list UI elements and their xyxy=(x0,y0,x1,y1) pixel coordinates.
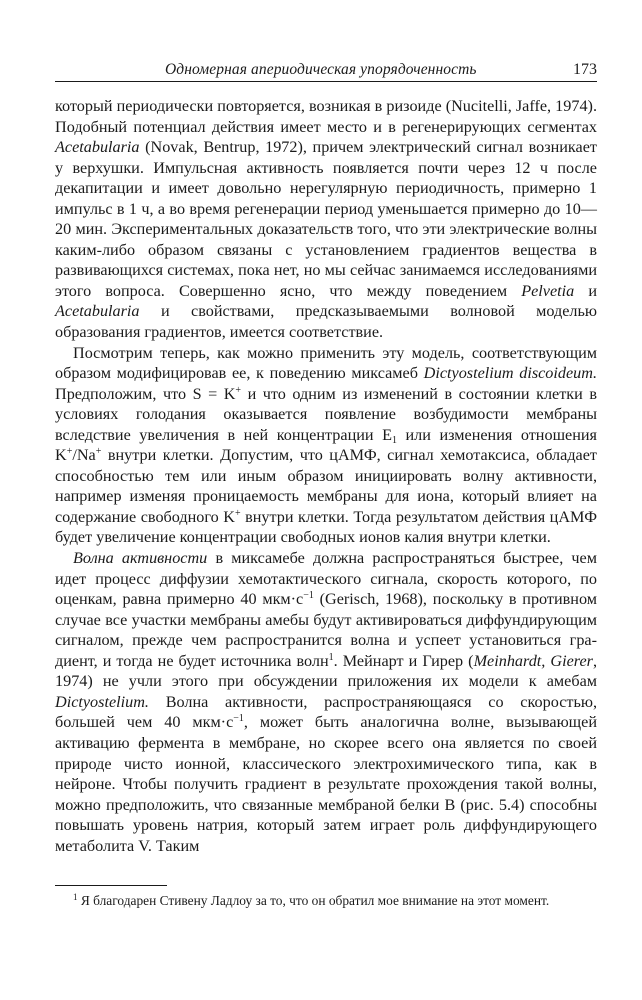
italic-text: Meinhardt, Gierer xyxy=(473,651,593,670)
text-run: или изменения отношения K xyxy=(55,425,597,465)
text-run: внутри клетки. Допустим, что цАМФ, сигнал хемотаксиса, обладает способностью тем или иным образом инициировать волну активности, например изменяя проницаемость мембраны для иона, который влияет на содержание свободного K xyxy=(55,446,597,526)
text-run: /Na xyxy=(72,446,96,465)
text-run: Предположим, что S = K xyxy=(55,384,236,403)
text-run: внутри клетки. Тогда результатом действия цАМФ будет увеличение концентрации свободных ионов калия внутри клетки. xyxy=(55,507,597,547)
body-text xyxy=(55,96,597,856)
text-run: и что одним из изменений в состоянии клетки в условиях голодания оказывается появление возбудимости мембраны вследствие увеличения в ней концентрации E xyxy=(55,384,597,444)
superscript: + xyxy=(66,446,73,458)
text-run: , 1974) не учли этого при обсуждении приложения их модели к амебам xyxy=(55,651,597,691)
italic-text: Acetabularia xyxy=(55,302,140,321)
footnote-text: Я благодарен Стивену Ладлоу за то, что он обратил мое внимание на этот момент. xyxy=(77,893,550,908)
running-head xyxy=(55,57,597,82)
text-run: в миксамебе должна распространяться быстрее, чем идет процесс диффузии хемотактического сигнала, скорость которого, по оценкам, равна примерно 40 мкм·с xyxy=(55,549,597,609)
text-run: (Novak, Bentrup, 1972), причем электрический сигнал возникает у верхушки. Импульсная активность появляется почти через 12 ч после декапитации и имеет довольно нерегулярную периодичность, примерно 1 импульс в 1 ч, а во время регенерации период уменьшается примерно до 10—20 мин. Экспериментальных доказательств того, что эти электрические волны каким-либо образом связаны с установлением градиентов вещества в развивающихся системах, пока нет, но мы сейчас занимаемся исследованиями этого вопроса. Совершенно ясно, что между поведением xyxy=(55,138,597,300)
footnote xyxy=(55,892,597,910)
paragraph-2 xyxy=(55,343,597,548)
text-run: Посмотрим теперь, как можно применить эту модель, соответствующим образом модифицировав ее, к поведению миксамеб xyxy=(55,343,597,383)
footnote-rule xyxy=(55,885,167,886)
paragraph-1 xyxy=(55,96,597,343)
text-run: и свойствами, предсказываемыми волновой моделью образования градиентов, имеется соответствие. xyxy=(55,302,597,342)
paragraph-3 xyxy=(55,548,597,856)
text-run: и xyxy=(574,281,597,300)
italic-text: Pelvetia xyxy=(521,281,575,300)
text-run: , может быть аналогична волне, вызывающей активацию фермента в мембране, но скорее всего она является по своей природе чисто ионной, классического электрохимического типа, как в нейроне. Чтобы получить градиент в результате прохождения такой волны, можно предположить, что связанные мембраной белки B (рис. 5.4) способны повышать уровень натрия, который затем играет роль диффундирующего метаболита V. Таким xyxy=(55,713,597,855)
superscript: + xyxy=(234,507,241,519)
subscript: 1 xyxy=(391,434,397,446)
superscript: + xyxy=(235,384,242,396)
running-title: Одномерная апериодическая упорядоченность xyxy=(165,61,477,78)
text-run: . Мейнарт и Гирер ( xyxy=(333,651,474,670)
superscript: −1 xyxy=(303,590,314,602)
text-run: (Gerisch, 1968), поскольку в противном случае все участки мембраны амебы будут активироваться диффундирующим сигналом, прежде чем распространится волна и успеет установиться градиент, и тогда не будет источника волн xyxy=(55,590,597,670)
text-run: который периодически повторяется, возникая в ризоиде (Nucitelli, Jaffe, 1974). Подобный потенциал действия имеет место и в регенерирующих сегментах xyxy=(55,97,597,136)
page-number: 173 xyxy=(573,61,597,78)
superscript: 1 xyxy=(328,651,334,663)
superscript: −1 xyxy=(233,713,244,725)
italic-text: Dictyostelium discoideum. xyxy=(423,364,598,383)
italic-text: Dictyostelium. xyxy=(55,692,149,711)
italic-text: Волна активности xyxy=(73,549,208,568)
text-run: Волна активности, распространяющаяся со скоростью, большей чем 40 мкм·с xyxy=(55,692,597,732)
footnote-marker: 1 xyxy=(73,892,78,902)
superscript: + xyxy=(95,446,102,458)
italic-text: Acetabularia xyxy=(55,138,140,157)
